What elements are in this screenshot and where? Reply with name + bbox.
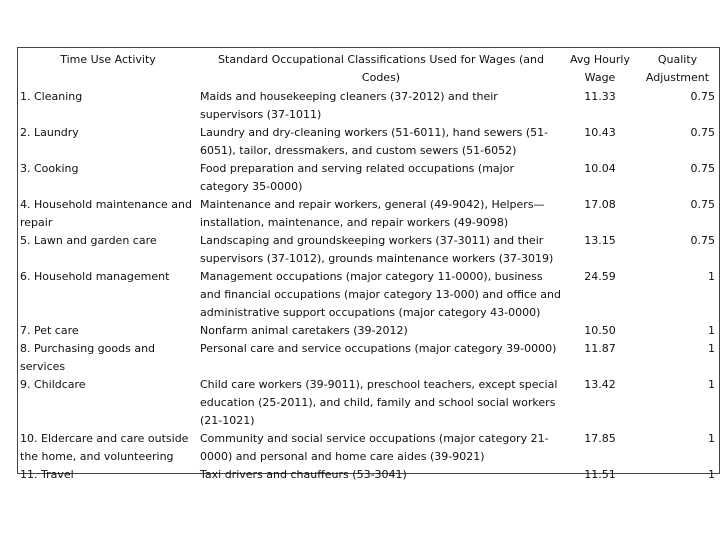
table-row bbox=[18, 322, 719, 340]
wage-cell: 10.43 bbox=[584, 126, 616, 139]
header-adjustment: Quality Adjustment bbox=[645, 53, 710, 84]
activity-cell: 3. Cooking bbox=[20, 162, 79, 175]
adjustment-cell: 1 bbox=[708, 270, 715, 283]
wage-cell: 10.50 bbox=[584, 324, 616, 337]
wage-cell: 11.33 bbox=[584, 90, 616, 103]
adjustment-cell: 0.75 bbox=[690, 234, 715, 247]
table-row bbox=[18, 430, 719, 466]
adjustment-cell: 1 bbox=[708, 324, 715, 337]
activity-cell: 10. Eldercare and care outside the home, and volunteering bbox=[20, 432, 189, 463]
occupations-cell: Personal care and service occupations (major category 39-0000) bbox=[200, 342, 557, 355]
table-row bbox=[18, 88, 719, 124]
occupations-cell: Management occupations (major category 11-0000), business and financial occupations (major category 13-000) and office and administrative support occupations (major category 43-0000) bbox=[200, 270, 561, 319]
wage-cell: 17.85 bbox=[584, 432, 616, 445]
wage-cell: 10.04 bbox=[584, 162, 616, 175]
wage-cell: 13.42 bbox=[584, 378, 616, 391]
occupations-cell: Maintenance and repair workers, general (49-9042), Helpers—installation, maintenance, and repair workers (49-9098) bbox=[200, 198, 545, 229]
occupations-cell: Child care workers (39-9011), preschool teachers, except special education (25-2011), and child, family and school social workers (21-1021) bbox=[200, 378, 558, 427]
header-occupations: Standard Occupational Classifications Used for Wages (and Codes) bbox=[218, 53, 544, 84]
table-row bbox=[18, 124, 719, 160]
table-row bbox=[18, 196, 719, 232]
activity-cell: 5. Lawn and garden care bbox=[20, 234, 157, 247]
wage-table-frame bbox=[17, 47, 720, 481]
occupations-cell: Taxi drivers and chauffeurs (53-3041) bbox=[200, 468, 407, 481]
table-row bbox=[18, 376, 719, 430]
table-row bbox=[18, 340, 719, 376]
adjustment-cell: 1 bbox=[708, 468, 715, 481]
table-header-row bbox=[18, 48, 719, 88]
table-row bbox=[18, 268, 719, 322]
occupations-cell: Landscaping and groundskeeping workers (37-3011) and their supervisors (37-1012), grounds maintenance workers (37-3019) bbox=[200, 234, 554, 265]
adjustment-cell: 0.75 bbox=[690, 198, 715, 211]
wage-cell: 11.87 bbox=[584, 342, 616, 355]
activity-cell: 4. Household maintenance and repair bbox=[20, 198, 192, 229]
activity-cell: 2. Laundry bbox=[20, 126, 79, 139]
occupations-cell: Nonfarm animal caretakers (39-2012) bbox=[200, 324, 408, 337]
header-activity: Time Use Activity bbox=[60, 53, 156, 66]
occupations-cell: Community and social service occupations (major category 21-0000) and personal and home care aides (39-9021) bbox=[200, 432, 549, 463]
adjustment-cell: 0.75 bbox=[690, 126, 715, 139]
header-wage: Avg Hourly Wage bbox=[570, 53, 630, 84]
activity-cell: 1. Cleaning bbox=[20, 90, 83, 103]
table-row bbox=[18, 160, 719, 196]
adjustment-cell: 1 bbox=[708, 432, 715, 445]
wage-table bbox=[18, 48, 719, 484]
wage-cell: 13.15 bbox=[584, 234, 616, 247]
adjustment-cell: 1 bbox=[708, 378, 715, 391]
occupations-cell: Laundry and dry-cleaning workers (51-6011), hand sewers (51-6051), tailor, dressmakers, and custom sewers (51-6052) bbox=[200, 126, 549, 157]
wage-cell: 11.51 bbox=[584, 468, 616, 481]
occupations-cell: Maids and housekeeping cleaners (37-2012) and their supervisors (37-1011) bbox=[200, 90, 498, 121]
adjustment-cell: 1 bbox=[708, 342, 715, 355]
table-row bbox=[18, 466, 719, 484]
activity-cell: 11. Travel bbox=[20, 468, 74, 481]
adjustment-cell: 0.75 bbox=[690, 162, 715, 175]
activity-cell: 6. Household management bbox=[20, 270, 170, 283]
wage-cell: 17.08 bbox=[584, 198, 616, 211]
wage-cell: 24.59 bbox=[584, 270, 616, 283]
table-row bbox=[18, 232, 719, 268]
activity-cell: 7. Pet care bbox=[20, 324, 79, 337]
activity-cell: 9. Childcare bbox=[20, 378, 86, 391]
adjustment-cell: 0.75 bbox=[690, 90, 715, 103]
occupations-cell: Food preparation and serving related occupations (major category 35-0000) bbox=[200, 162, 514, 193]
activity-cell: 8. Purchasing goods and services bbox=[20, 342, 156, 373]
